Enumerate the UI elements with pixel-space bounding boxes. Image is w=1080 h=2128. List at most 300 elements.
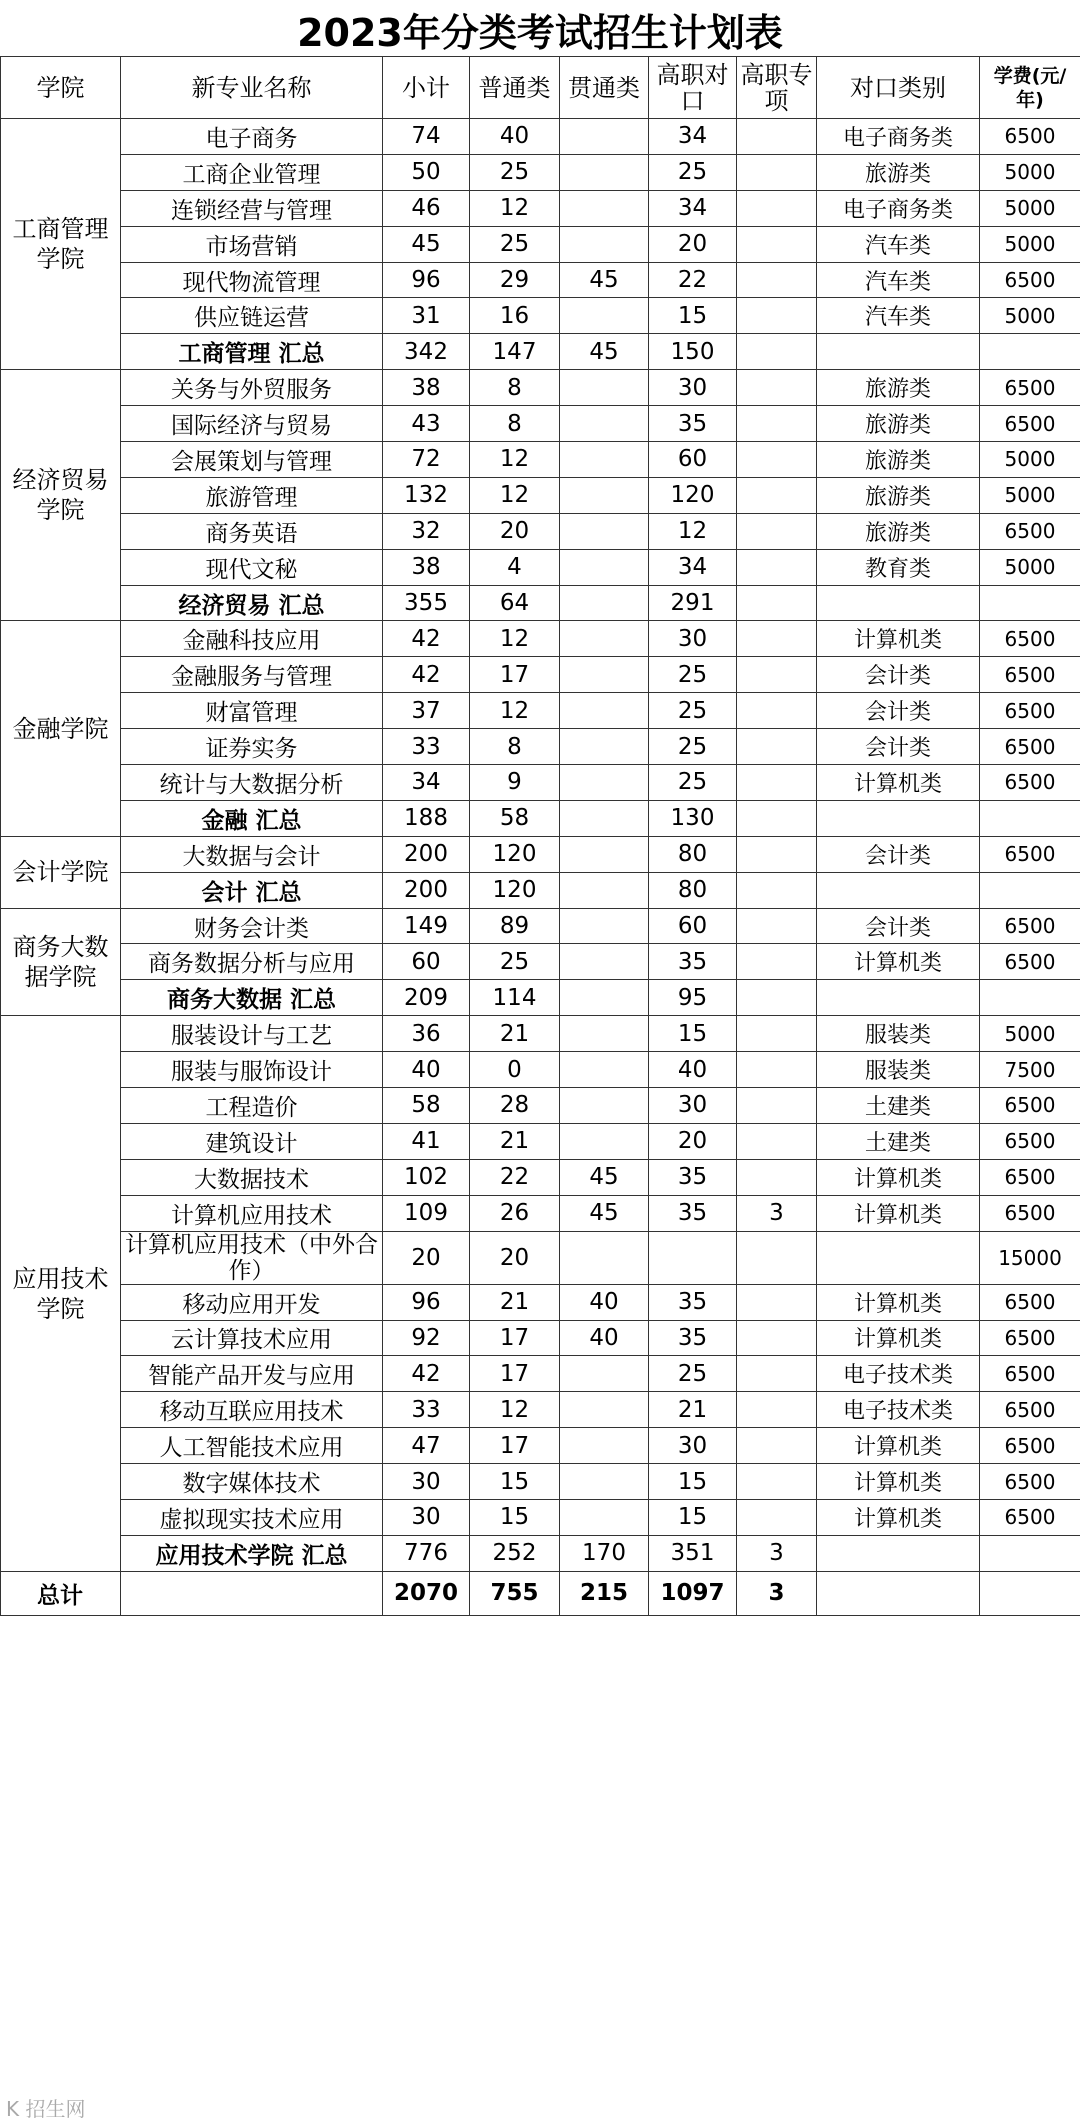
college-cell: 经济贸易学院: [1, 370, 121, 621]
subtotal-cell: 32: [383, 513, 470, 549]
table-row: [1, 1356, 1080, 1392]
general-cell: 58: [470, 800, 560, 836]
page-title: 2023年分类考试招生计划表: [297, 10, 783, 55]
general-cell: 252: [470, 1535, 560, 1571]
header-category: 对口类别: [817, 57, 980, 119]
special-cell: [737, 1392, 817, 1428]
subtotal-cell: 20: [383, 1231, 470, 1284]
major-cell: 服装与服饰设计: [121, 1052, 383, 1088]
vocational-cell: 34: [649, 190, 737, 226]
general-cell: 17: [470, 1320, 560, 1356]
through-cell: [560, 154, 649, 190]
subtotal-cell: 102: [383, 1159, 470, 1195]
general-cell: 12: [470, 1392, 560, 1428]
through-cell: [560, 1088, 649, 1124]
table-row: [1, 1195, 1080, 1231]
major-cell: 商务英语: [121, 513, 383, 549]
fee-cell: 6500: [980, 657, 1080, 693]
category-cell: 电子技术类: [817, 1356, 980, 1392]
table-row: [1, 908, 1080, 944]
major-cell: 大数据技术: [121, 1159, 383, 1195]
fee-cell: 5000: [980, 442, 1080, 478]
special-cell: [737, 1159, 817, 1195]
fee-cell: [980, 980, 1080, 1016]
fee-cell: 5000: [980, 477, 1080, 513]
fee-cell: 5000: [980, 549, 1080, 585]
major-cell: 财务会计类: [121, 908, 383, 944]
general-cell: 12: [470, 442, 560, 478]
vocational-cell: 15: [649, 1499, 737, 1535]
header-general: 普通类: [470, 57, 560, 119]
total-value: [980, 1571, 1080, 1615]
category-cell: 土建类: [817, 1088, 980, 1124]
summary-row: [1, 585, 1080, 621]
header-college: 学院: [1, 57, 121, 119]
special-cell: [737, 334, 817, 370]
category-cell: 计算机类: [817, 944, 980, 980]
through-cell: [560, 1392, 649, 1428]
general-cell: 28: [470, 1088, 560, 1124]
table-row: [1, 298, 1080, 334]
subtotal-cell: 72: [383, 442, 470, 478]
through-cell: [560, 298, 649, 334]
vocational-cell: 30: [649, 1428, 737, 1464]
total-value: 3: [737, 1571, 817, 1615]
vocational-cell: 15: [649, 1464, 737, 1500]
enrollment-plan-table: [0, 56, 1080, 1616]
vocational-cell: 25: [649, 657, 737, 693]
special-cell: [737, 765, 817, 801]
special-cell: [737, 442, 817, 478]
special-cell: [737, 585, 817, 621]
special-cell: [737, 1123, 817, 1159]
general-cell: 9: [470, 765, 560, 801]
special-cell: [737, 549, 817, 585]
category-cell: 旅游类: [817, 477, 980, 513]
vocational-cell: 12: [649, 513, 737, 549]
vocational-cell: 25: [649, 1356, 737, 1392]
general-cell: 147: [470, 334, 560, 370]
special-cell: [737, 1088, 817, 1124]
major-cell: 金融 汇总: [121, 800, 383, 836]
special-cell: [737, 190, 817, 226]
major-cell: 证券实务: [121, 729, 383, 765]
table-row: [1, 119, 1080, 155]
fee-cell: 6500: [980, 1464, 1080, 1500]
through-cell: [560, 406, 649, 442]
header-major: 新专业名称: [121, 57, 383, 119]
vocational-cell: 130: [649, 800, 737, 836]
vocational-cell: 15: [649, 1016, 737, 1052]
through-cell: [560, 549, 649, 585]
subtotal-cell: 96: [383, 262, 470, 298]
category-cell: 计算机类: [817, 1159, 980, 1195]
major-cell: 应用技术学院 汇总: [121, 1535, 383, 1571]
subtotal-cell: 149: [383, 908, 470, 944]
fee-cell: 6500: [980, 513, 1080, 549]
category-cell: 服装类: [817, 1016, 980, 1052]
through-cell: [560, 657, 649, 693]
through-cell: [560, 800, 649, 836]
general-cell: 21: [470, 1016, 560, 1052]
major-cell: 工商管理 汇总: [121, 334, 383, 370]
category-cell: 汽车类: [817, 226, 980, 262]
general-cell: 4: [470, 549, 560, 585]
special-cell: [737, 370, 817, 406]
category-cell: 旅游类: [817, 154, 980, 190]
college-cell: 会计学院: [1, 836, 121, 908]
vocational-cell: 150: [649, 334, 737, 370]
major-cell: 关务与外贸服务: [121, 370, 383, 406]
special-cell: [737, 657, 817, 693]
total-row: [1, 1571, 1080, 1615]
general-cell: 89: [470, 908, 560, 944]
total-value: 755: [470, 1571, 560, 1615]
special-cell: [737, 1320, 817, 1356]
major-cell: 财富管理: [121, 693, 383, 729]
vocational-cell: 25: [649, 729, 737, 765]
vocational-cell: 120: [649, 477, 737, 513]
vocational-cell: 15: [649, 298, 737, 334]
category-cell: 计算机类: [817, 1320, 980, 1356]
vocational-cell: 20: [649, 1123, 737, 1159]
subtotal-cell: 34: [383, 765, 470, 801]
vocational-cell: 22: [649, 262, 737, 298]
through-cell: [560, 513, 649, 549]
table-row: [1, 1284, 1080, 1320]
through-cell: [560, 621, 649, 657]
special-cell: [737, 226, 817, 262]
fee-cell: 6500: [980, 1392, 1080, 1428]
category-cell: 旅游类: [817, 370, 980, 406]
fee-cell: [980, 334, 1080, 370]
table-row: [1, 262, 1080, 298]
fee-cell: 6500: [980, 262, 1080, 298]
special-cell: [737, 836, 817, 872]
category-cell: 会计类: [817, 693, 980, 729]
table-row: [1, 549, 1080, 585]
fee-cell: 6500: [980, 1195, 1080, 1231]
major-cell: 建筑设计: [121, 1123, 383, 1159]
category-cell: 电子技术类: [817, 1392, 980, 1428]
category-cell: 汽车类: [817, 298, 980, 334]
special-cell: [737, 513, 817, 549]
vocational-cell: 80: [649, 836, 737, 872]
general-cell: 16: [470, 298, 560, 334]
subtotal-cell: 776: [383, 1535, 470, 1571]
table-row: [1, 693, 1080, 729]
special-cell: [737, 693, 817, 729]
major-cell: 会展策划与管理: [121, 442, 383, 478]
summary-row: [1, 800, 1080, 836]
fee-cell: 6500: [980, 621, 1080, 657]
category-cell: 计算机类: [817, 1284, 980, 1320]
header-through: 贯通类: [560, 57, 649, 119]
major-cell: 商务数据分析与应用: [121, 944, 383, 980]
special-cell: [737, 1016, 817, 1052]
through-cell: 45: [560, 334, 649, 370]
fee-cell: [980, 872, 1080, 908]
subtotal-cell: 42: [383, 657, 470, 693]
table-row: [1, 226, 1080, 262]
special-cell: [737, 1284, 817, 1320]
fee-cell: 6500: [980, 406, 1080, 442]
through-cell: [560, 729, 649, 765]
general-cell: 12: [470, 621, 560, 657]
special-cell: [737, 980, 817, 1016]
category-cell: 旅游类: [817, 513, 980, 549]
vocational-cell: 35: [649, 1320, 737, 1356]
total-value: [817, 1571, 980, 1615]
through-cell: [560, 1356, 649, 1392]
table-row: [1, 406, 1080, 442]
special-cell: [737, 119, 817, 155]
subtotal-cell: 37: [383, 693, 470, 729]
total-value: 2070: [383, 1571, 470, 1615]
general-cell: 20: [470, 1231, 560, 1284]
header-fee: 学费(元/年): [980, 57, 1080, 119]
category-cell: 会计类: [817, 729, 980, 765]
subtotal-cell: 30: [383, 1499, 470, 1535]
subtotal-cell: 209: [383, 980, 470, 1016]
general-cell: 12: [470, 477, 560, 513]
total-value: 1097: [649, 1571, 737, 1615]
major-cell: 连锁经营与管理: [121, 190, 383, 226]
through-cell: [560, 980, 649, 1016]
major-cell: 移动应用开发: [121, 1284, 383, 1320]
major-cell: 现代物流管理: [121, 262, 383, 298]
major-cell: 金融科技应用: [121, 621, 383, 657]
vocational-cell: 25: [649, 765, 737, 801]
general-cell: 12: [470, 190, 560, 226]
general-cell: 22: [470, 1159, 560, 1195]
category-cell: 计算机类: [817, 1428, 980, 1464]
fee-cell: 6500: [980, 1499, 1080, 1535]
fee-cell: 6500: [980, 119, 1080, 155]
major-cell: 经济贸易 汇总: [121, 585, 383, 621]
vocational-cell: 35: [649, 1284, 737, 1320]
subtotal-cell: 43: [383, 406, 470, 442]
fee-cell: 6500: [980, 944, 1080, 980]
major-cell: 市场营销: [121, 226, 383, 262]
vocational-cell: 30: [649, 1088, 737, 1124]
general-cell: 8: [470, 729, 560, 765]
fee-cell: 6500: [980, 1123, 1080, 1159]
college-cell: 工商管理学院: [1, 119, 121, 370]
subtotal-cell: 355: [383, 585, 470, 621]
category-cell: [817, 872, 980, 908]
total-blank: [121, 1571, 383, 1615]
major-cell: 云计算技术应用: [121, 1320, 383, 1356]
through-cell: [560, 585, 649, 621]
fee-cell: [980, 1535, 1080, 1571]
subtotal-cell: 41: [383, 1123, 470, 1159]
subtotal-cell: 60: [383, 944, 470, 980]
vocational-cell: 25: [649, 154, 737, 190]
subtotal-cell: 200: [383, 836, 470, 872]
subtotal-cell: 50: [383, 154, 470, 190]
subtotal-cell: 42: [383, 1356, 470, 1392]
fee-cell: 6500: [980, 1159, 1080, 1195]
total-label: 总计: [1, 1571, 121, 1615]
category-cell: 计算机类: [817, 1464, 980, 1500]
major-cell: 金融服务与管理: [121, 657, 383, 693]
subtotal-cell: 47: [383, 1428, 470, 1464]
major-cell: 商务大数据 汇总: [121, 980, 383, 1016]
through-cell: [560, 226, 649, 262]
general-cell: 40: [470, 119, 560, 155]
vocational-cell: 40: [649, 1052, 737, 1088]
through-cell: [560, 836, 649, 872]
table-row: [1, 1016, 1080, 1052]
table-row: [1, 1392, 1080, 1428]
fee-cell: 5000: [980, 154, 1080, 190]
subtotal-cell: 31: [383, 298, 470, 334]
category-cell: [817, 1535, 980, 1571]
table-row: [1, 1123, 1080, 1159]
general-cell: 17: [470, 1428, 560, 1464]
table-row: [1, 513, 1080, 549]
major-cell: 数字媒体技术: [121, 1464, 383, 1500]
table-row: [1, 1231, 1080, 1284]
subtotal-cell: 36: [383, 1016, 470, 1052]
fee-cell: 6500: [980, 1356, 1080, 1392]
table-row: [1, 370, 1080, 406]
category-cell: [817, 1231, 980, 1284]
category-cell: [817, 585, 980, 621]
major-cell: 工程造价: [121, 1088, 383, 1124]
summary-row: [1, 980, 1080, 1016]
vocational-cell: 351: [649, 1535, 737, 1571]
through-cell: 45: [560, 262, 649, 298]
through-cell: [560, 370, 649, 406]
general-cell: 20: [470, 513, 560, 549]
vocational-cell: 30: [649, 370, 737, 406]
major-cell: 人工智能技术应用: [121, 1428, 383, 1464]
major-cell: 国际经济与贸易: [121, 406, 383, 442]
table-row: [1, 1320, 1080, 1356]
special-cell: [737, 1356, 817, 1392]
through-cell: [560, 1016, 649, 1052]
major-cell: 统计与大数据分析: [121, 765, 383, 801]
college-cell: 金融学院: [1, 621, 121, 836]
table-row: [1, 1499, 1080, 1535]
table-row: [1, 1052, 1080, 1088]
special-cell: 3: [737, 1195, 817, 1231]
table-row: [1, 1088, 1080, 1124]
subtotal-cell: 342: [383, 334, 470, 370]
header-vocational: 高职对口: [649, 57, 737, 119]
vocational-cell: 80: [649, 872, 737, 908]
subtotal-cell: 58: [383, 1088, 470, 1124]
table-row: [1, 765, 1080, 801]
subtotal-cell: 74: [383, 119, 470, 155]
major-cell: 计算机应用技术（中外合作）: [121, 1231, 383, 1284]
category-cell: 电子商务类: [817, 190, 980, 226]
category-cell: 土建类: [817, 1123, 980, 1159]
subtotal-cell: 96: [383, 1284, 470, 1320]
category-cell: [817, 334, 980, 370]
category-cell: 计算机类: [817, 621, 980, 657]
general-cell: 15: [470, 1499, 560, 1535]
college-cell: 商务大数据学院: [1, 908, 121, 1016]
category-cell: 会计类: [817, 908, 980, 944]
category-cell: 旅游类: [817, 406, 980, 442]
through-cell: [560, 1231, 649, 1284]
major-cell: 计算机应用技术: [121, 1195, 383, 1231]
subtotal-cell: 40: [383, 1052, 470, 1088]
special-cell: [737, 298, 817, 334]
special-cell: [737, 872, 817, 908]
major-cell: 大数据与会计: [121, 836, 383, 872]
through-cell: 45: [560, 1159, 649, 1195]
header-special: 高职专项: [737, 57, 817, 119]
fee-cell: 7500: [980, 1052, 1080, 1088]
header-subtotal: 小计: [383, 57, 470, 119]
major-cell: 电子商务: [121, 119, 383, 155]
special-cell: 3: [737, 1535, 817, 1571]
general-cell: 12: [470, 693, 560, 729]
through-cell: 40: [560, 1284, 649, 1320]
category-cell: [817, 980, 980, 1016]
category-cell: 计算机类: [817, 765, 980, 801]
special-cell: [737, 729, 817, 765]
fee-cell: 6500: [980, 836, 1080, 872]
header-row: [1, 57, 1080, 119]
special-cell: [737, 944, 817, 980]
through-cell: [560, 872, 649, 908]
general-cell: 25: [470, 944, 560, 980]
general-cell: 64: [470, 585, 560, 621]
fee-cell: [980, 585, 1080, 621]
special-cell: [737, 621, 817, 657]
fee-cell: [980, 800, 1080, 836]
vocational-cell: 25: [649, 693, 737, 729]
general-cell: 21: [470, 1123, 560, 1159]
fee-cell: 6500: [980, 1320, 1080, 1356]
fee-cell: 5000: [980, 190, 1080, 226]
subtotal-cell: 38: [383, 370, 470, 406]
category-cell: 电子商务类: [817, 119, 980, 155]
through-cell: [560, 442, 649, 478]
general-cell: 8: [470, 406, 560, 442]
table-row: [1, 944, 1080, 980]
through-cell: [560, 693, 649, 729]
through-cell: [560, 908, 649, 944]
special-cell: [737, 1052, 817, 1088]
table-row: [1, 154, 1080, 190]
category-cell: 会计类: [817, 657, 980, 693]
special-cell: [737, 1231, 817, 1284]
special-cell: [737, 477, 817, 513]
subtotal-cell: 200: [383, 872, 470, 908]
category-cell: 会计类: [817, 836, 980, 872]
table-row: [1, 1428, 1080, 1464]
subtotal-cell: 33: [383, 729, 470, 765]
subtotal-cell: 33: [383, 1392, 470, 1428]
major-cell: 旅游管理: [121, 477, 383, 513]
subtotal-cell: 132: [383, 477, 470, 513]
general-cell: 26: [470, 1195, 560, 1231]
major-cell: 服装设计与工艺: [121, 1016, 383, 1052]
fee-cell: 6500: [980, 370, 1080, 406]
general-cell: 15: [470, 1464, 560, 1500]
category-cell: 服装类: [817, 1052, 980, 1088]
vocational-cell: [649, 1231, 737, 1284]
fee-cell: 6500: [980, 1088, 1080, 1124]
through-cell: [560, 1499, 649, 1535]
major-cell: 虚拟现实技术应用: [121, 1499, 383, 1535]
